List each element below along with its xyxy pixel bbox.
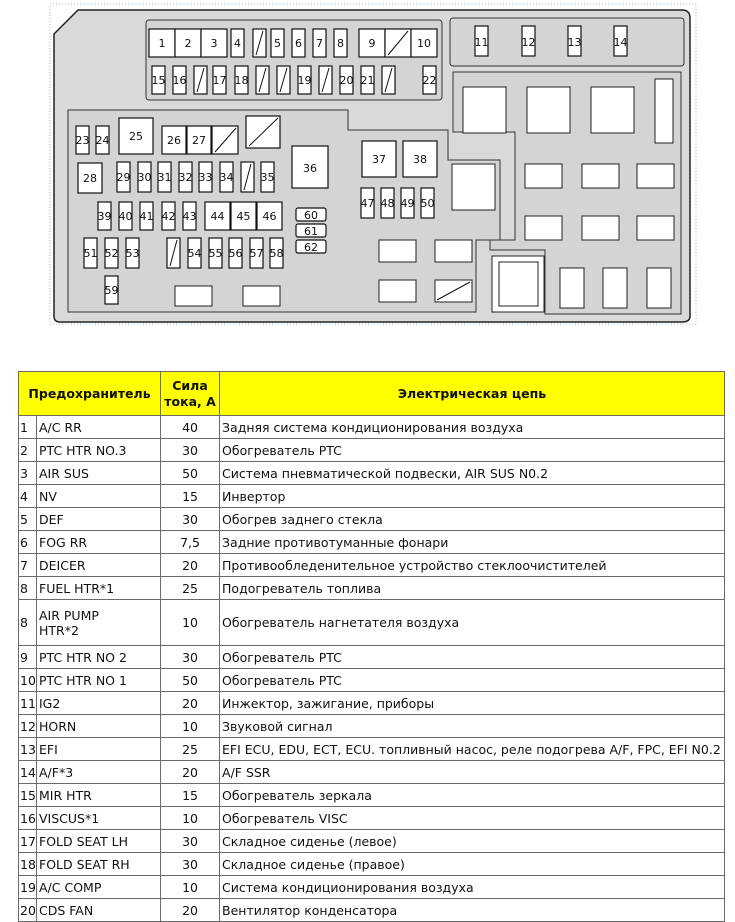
label-15: 15 [151,74,166,87]
row-amp: 15 [161,485,220,508]
row-num: 1 [19,416,37,439]
row-circuit: Складное сиденье (левое) [220,830,725,853]
row-fuse-name: A/C COMP [37,876,161,899]
row-fuse-name-line1: AIR PUMP [39,607,99,623]
label-28: 28 [83,172,97,185]
fuse-box-diagram [0,0,735,330]
label-5: 5 [274,37,281,50]
label-35: 35 [260,171,275,184]
label-57: 57 [249,247,264,260]
row-amp: 10 [161,715,220,738]
row-amp: 30 [161,508,220,531]
header-current-line2: тока, А [164,393,216,409]
row-fuse-name: PTC HTR NO 2 [37,646,161,669]
label-19: 19 [297,74,312,87]
label-8: 8 [337,37,344,50]
label-11: 11 [474,36,489,49]
header-current [161,372,220,416]
table-row [19,715,725,738]
label-26: 26 [167,134,181,147]
table-row [19,554,725,577]
label-43: 43 [182,210,197,223]
row-fuse-name: A/C RR [37,416,161,439]
row-circuit: Складное сиденье (правое) [220,853,725,876]
row-fuse-name: IG2 [37,692,161,715]
row-fuse-name: VISCUS*1 [37,807,161,830]
label-48: 48 [380,197,395,210]
label-39: 39 [97,210,112,223]
row-circuit: Вентилятор конденсатора [220,899,725,922]
label-24: 24 [95,134,110,147]
table-row [19,784,725,807]
label-17: 17 [212,74,227,87]
label-54: 54 [187,247,202,260]
row-fuse-name: AIR SUS [37,462,161,485]
row-num: 13 [19,738,37,761]
row-num: 12 [19,715,37,738]
row-circuit: Задние противотуманные фонари [220,531,725,554]
label-36: 36 [303,162,317,175]
label-7: 7 [316,37,323,50]
row-num: 9 [19,646,37,669]
table-row [19,853,725,876]
label-60: 60 [304,209,318,222]
row-circuit: Обогрев заднего стекла [220,508,725,531]
row-amp: 30 [161,439,220,462]
table-row [19,830,725,853]
label-29: 29 [116,171,131,184]
row-fuse-name: MIR HTR [37,784,161,807]
row-fuse-name: HORN [37,715,161,738]
row-num: 17 [19,830,37,853]
label-40: 40 [118,210,133,223]
table-row [19,646,725,669]
table-row [19,508,725,531]
row-num: 15 [19,784,37,807]
row-fuse-name: A/F*3 [37,761,161,784]
label-42: 42 [161,210,176,223]
row-fuse-name: DEF [37,508,161,531]
fuse-table [18,371,725,922]
row-amp: 50 [161,462,220,485]
table-row [19,462,725,485]
label-47: 47 [360,197,375,210]
label-53: 53 [125,247,140,260]
table-row [19,692,725,715]
label-56: 56 [228,247,243,260]
label-58: 58 [269,247,284,260]
row-num: 20 [19,899,37,922]
label-23: 23 [75,134,90,147]
row-fuse-name [37,600,161,646]
table-row [19,876,725,899]
row-circuit: Обогреватель VISC [220,807,725,830]
row-fuse-name: PTC HTR NO.3 [37,439,161,462]
row-fuse-name: FOLD SEAT RH [37,853,161,876]
row-num: 8 [19,600,37,646]
label-2: 2 [184,37,192,50]
row-num: 18 [19,853,37,876]
table-row [19,416,725,439]
label-49: 49 [400,197,415,210]
row-fuse-name: DEICER [37,554,161,577]
label-51: 51 [83,247,98,260]
row-circuit: Обогреватель нагнетателя воздуха [220,600,725,646]
row-circuit: EFI ECU, EDU, ECT, ECU. топливный насос, реле подогрева A/F, FPC, EFI N0.2 [220,738,725,761]
label-30: 30 [137,171,152,184]
row-num: 2 [19,439,37,462]
row-circuit: A/F SSR [220,761,725,784]
table-row [19,669,725,692]
row-num: 3 [19,462,37,485]
label-21: 21 [360,74,375,87]
header-fuse: Предохранитель [19,372,161,416]
row-amp: 20 [161,692,220,715]
row-circuit: Противообледенительное устройство стеклоочистителей [220,554,725,577]
row-amp: 30 [161,830,220,853]
label-6: 6 [295,37,302,50]
label-61: 61 [304,225,318,238]
label-41: 41 [139,210,154,223]
row-num: 19 [19,876,37,899]
table-row [19,600,725,646]
label-44: 44 [210,210,225,223]
row-num: 10 [19,669,37,692]
row-amp: 50 [161,669,220,692]
row-fuse-name: FUEL HTR*1 [37,577,161,600]
label-37: 37 [372,153,386,166]
row-num: 14 [19,761,37,784]
label-62: 62 [304,241,318,254]
row-circuit: Система пневматической подвески, AIR SUS N0.2 [220,462,725,485]
table-row [19,485,725,508]
row-fuse-name: NV [37,485,161,508]
label-22: 22 [422,74,437,87]
label-55: 55 [208,247,223,260]
row-fuse-name: EFI [37,738,161,761]
row-num: 16 [19,807,37,830]
row-circuit: Звуковой сигнал [220,715,725,738]
table-row [19,738,725,761]
table-header-row [19,372,725,416]
label-20: 20 [339,74,354,87]
label-38: 38 [413,153,427,166]
row-amp: 7,5 [161,531,220,554]
table-row [19,807,725,830]
row-amp: 20 [161,761,220,784]
row-amp: 10 [161,600,220,646]
label-16: 16 [172,74,187,87]
table-row [19,531,725,554]
row-amp: 40 [161,416,220,439]
row-num: 5 [19,508,37,531]
row-circuit: Инвертор [220,485,725,508]
row-num: 11 [19,692,37,715]
row-amp: 15 [161,784,220,807]
header-circuit: Электрическая цепь [220,372,725,416]
row-fuse-name-line2: HTR*2 [39,622,79,638]
label-13: 13 [567,36,582,49]
row-fuse-name: FOLD SEAT LH [37,830,161,853]
label-18: 18 [234,74,249,87]
label-33: 33 [198,171,213,184]
label-4: 4 [234,37,241,50]
table-row [19,761,725,784]
row-circuit: Обогреватель зеркала [220,784,725,807]
table-row [19,899,725,922]
label-52: 52 [104,247,119,260]
label-32: 32 [178,171,193,184]
label-9: 9 [368,37,376,50]
label-34: 34 [219,171,234,184]
row-circuit: Подогреватель топлива [220,577,725,600]
label-1: 1 [158,37,166,50]
label-25: 25 [129,130,143,143]
header-current-line1: Сила [172,377,208,393]
row-circuit: Обогреватель PTC [220,669,725,692]
row-amp: 30 [161,853,220,876]
row-amp: 20 [161,899,220,922]
label-59: 59 [104,284,119,297]
table-row [19,577,725,600]
row-amp: 10 [161,807,220,830]
row-circuit: Обогреватель PTC [220,646,725,669]
label-45: 45 [236,210,251,223]
row-amp: 20 [161,554,220,577]
label-31: 31 [157,171,172,184]
row-circuit: Обогреватель PTC [220,439,725,462]
row-amp: 25 [161,738,220,761]
row-circuit: Система кондиционирования воздуха [220,876,725,899]
label-3: 3 [210,37,218,50]
row-num: 7 [19,554,37,577]
row-amp: 25 [161,577,220,600]
row-fuse-name: CDS FAN [37,899,161,922]
row-circuit: Задняя система кондиционирования воздуха [220,416,725,439]
table-row [19,439,725,462]
label-46: 46 [262,210,277,223]
row-circuit: Инжектор, зажигание, приборы [220,692,725,715]
label-27: 27 [192,134,206,147]
row-amp: 30 [161,646,220,669]
row-fuse-name: FOG RR [37,531,161,554]
label-12: 12 [521,36,536,49]
label-50: 50 [420,197,435,210]
row-num: 6 [19,531,37,554]
label-14: 14 [613,36,628,49]
row-amp: 10 [161,876,220,899]
label-10: 10 [417,37,431,50]
row-fuse-name: PTC HTR NO 1 [37,669,161,692]
row-num: 4 [19,485,37,508]
row-num: 8 [19,577,37,600]
